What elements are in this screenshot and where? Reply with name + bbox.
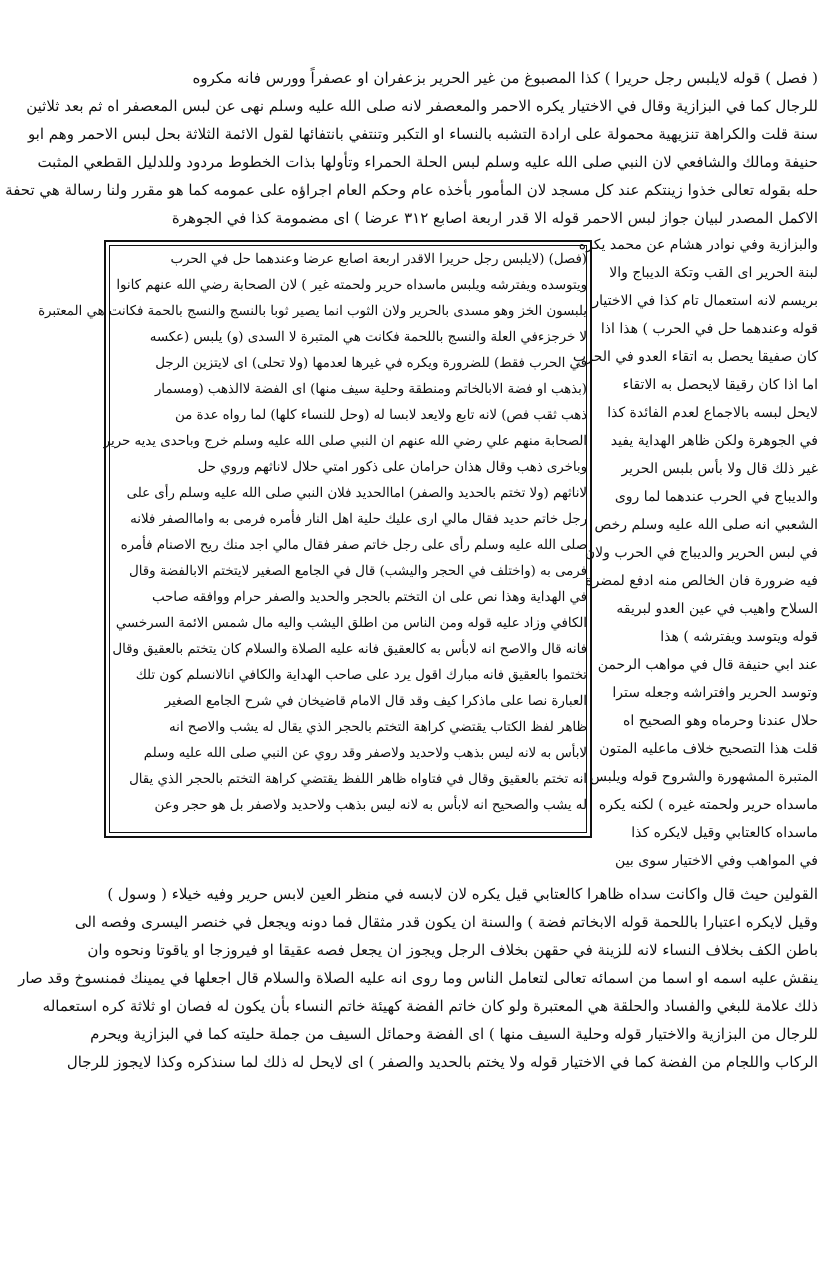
- side-line: وتوسد الحرير وافتراشه وجعله سترا: [612, 685, 818, 701]
- commentary-line: وقيل لايكره اعتبارا باللحمة قوله الابخاتم فضة ) والسنة ان يكون قدر مثقال فما دونه ويجعل في خنصر اليسرى وفصه الى: [74, 913, 818, 931]
- side-line: المتبرة المشهورة والشروح قوله ويلبس: [589, 769, 818, 785]
- main-text-line: ذهب ثقب فص) لانه تابع ولايعد لابسا له (وحل للنساء كلها) لما رواه عدة من: [175, 408, 587, 423]
- side-line: قوله وعندهما حل في الحرب ) هذا اذا: [600, 321, 818, 337]
- main-text-line: ظاهر لفظ الكتاب يقتضي كراهة التختم بالحجر الذي يقال له يشب والاصح انه: [168, 720, 587, 735]
- main-text-line: وباخرى ذهب وقال هذان حرامان على ذكور امتي حلال لاناثهم وروي حل: [197, 460, 587, 475]
- side-line: الشعبي انه صلى الله عليه وسلم رخص: [594, 517, 818, 533]
- main-text-line: انه تختم بالعقيق وقال في فتاواه ظاهر اللفظ يقتضي كراهة التختم بالحجر الذي يقال: [129, 772, 587, 787]
- side-line: عند ابي حنيفة قال في مواهب الرحمن: [597, 657, 818, 673]
- commentary-line: باطن الكف بخلاف النساء لانه للزينة في حقهن بخلاف الرجل ويجوز ان يجعل فصه عقيقا او فيروزجا او ياقوتا ونحوه وان: [87, 941, 818, 959]
- main-text-line: رجل خاتم حديد فقال مالي ارى عليك حلية اهل النار فأمره فرمى به واماالصفر فلانه: [130, 512, 587, 527]
- side-line: حلال عندنا وحرماه وهو الصحيح اه: [623, 713, 818, 729]
- commentary-line: ( فصل ) قوله لايلبس رجل حريرا ) كذا المصبوغ من غير الحرير بزعفران او عصفراً وورس فانه مكروه: [192, 69, 818, 87]
- side-line: فيه ضرورة فان الخالص منه ادفع لمضرة: [585, 573, 818, 589]
- side-line: في الجوهرة ولكن ظاهر الهداية يفيد: [610, 433, 818, 449]
- main-text-line: في الهداية وهذا نص على ان التختم بالحجر والحديد والصفر حرام ووافقه صاحب: [151, 590, 587, 605]
- commentary-line: سنة قلت والكراهة تنزيهية محمولة على ارادة التشبه بالنساء او التكبر وتنتفي بانتفائها لقول الائمة الثلاثة بحل لبس الاحمر وهم ابو: [27, 125, 818, 143]
- commentary-line: الركاب واللجام من الفضة كما في الاختيار قوله ولا يختم بالحديد والصفر ) اى لايحل له ذلك لما سنذكره وكذا لايجوز للرجال: [66, 1053, 818, 1071]
- side-line: السلاح واهيب في عين العدو لبريقه: [616, 601, 818, 617]
- commentary-line: حله بقوله تعالى خذوا زينتكم عند كل مسجد لان المأمور بأخذه عام وحكم العام اجراؤه على عمومه كما هو مقرر ولنا رسالة هي تحفة: [5, 181, 818, 199]
- main-text-line: صلى الله عليه وسلم رأى على رجل خاتم صفر فقال مالي اجد منك ريح الاصنام فأمره: [120, 538, 587, 553]
- side-line: ماسداه حرير ولحمته غيره ) لكنه يكره: [598, 797, 818, 813]
- commentary-line: ينقش عليه اسمه او اسما من اسمائه تعالى لتعامل الناس وما روى انه عليه الصلاة والسلام قال اجعلها في يمينك فمنسوخ وقد صار: [18, 969, 818, 987]
- side-line: ماسداه كالعتابي وقيل لايكره كذا: [631, 825, 818, 841]
- main-text-line: (فصل) (لايلبس رجل حريرا الاقدر اربعة اصابع عرضا وعندهما حل في الحرب: [170, 252, 587, 267]
- side-line: اما اذا كان رقيقا لايحصل به الاتقاء: [622, 377, 818, 393]
- commentary-line: القولين حيث قال واكانت سداه ظاهرا كالعتابي قيل يكره لان لابسه في منظر العين لابس حرير وفيه خيلاء ( وسول ): [107, 885, 818, 903]
- main-text-line: الصحابة منهم علي رضي الله عنهم ان النبي صلى الله عليه وسلم خرج وباحدى يديه حرير: [103, 434, 587, 449]
- commentary-line: حنيفة ومالك والشافعي لان النبي صلى الله عليه وسلم لبس الحلة الحمراء وتأولها بذات الخطوط مردود وللدليل القطعي المثبت: [37, 153, 818, 171]
- main-text-line: يلبسون الخز وهو مسدى بالحرير ولان الثوب انما يصير ثوبا بالنسج والنسج بالحمة فكانت هي المعتبرة: [38, 304, 587, 319]
- side-line: والبزازية وفي نوادر هشام عن محمد يكره: [578, 237, 818, 253]
- commentary-line: الاكمل المصدر لبيان جواز لبس الاحمر قوله الا قدر اربعة اصابع ٣١٢ عرضا ) اى مضمومة كذا في الجوهرة: [171, 209, 818, 227]
- main-text-line: تختموا بالعقيق فانه مبارك اقول يرد على صاحب الهداية والكافي انالانسلم كون تلك: [135, 668, 587, 683]
- side-line: كان صفيقا يحصل به اتقاء العدو في الحرب: [572, 349, 818, 365]
- main-text-line: لاناثهم (ولا تختم بالحديد والصفر) اماالحديد فلان النبي صلى الله عليه وسلم رأى على: [126, 486, 587, 501]
- side-line: غير ذلك قال ولا بأس بلبس الحرير: [621, 461, 818, 477]
- commentary-line: ذلك علامة للبغي والفساد والحلقة هي المعتبرة ولو كان خاتم الفضة كهيئة خاتم النساء بأن يكون له فصان او ثلاثة كره استعماله: [42, 997, 818, 1015]
- main-text-line: فرمى به (واختلف في الحجر واليشب) قال في الجامع الصغير لايتختم الابالفضة وقال: [129, 564, 587, 579]
- side-line: قوله ويتوسد ويفترشه ) هذا: [660, 629, 818, 645]
- side-line: بريسم لانه استعمال تام كذا في الاختيار: [592, 293, 818, 309]
- side-line: لبنة الحرير اى القب وتكة الديباج والا: [609, 265, 818, 281]
- main-text-line: (بذهب او فضة الابالخاتم ومنطقة وحلية سيف منها) اى الفضة لاالذهب (ومسمار: [154, 382, 587, 397]
- main-text-line: العبارة نصا على ماذكرا كيف وقد قال الامام قاضيخان في شرح الجامع الصغير: [164, 694, 587, 709]
- main-text-line: في الحرب فقط) للضرورة ويكره في غيرها لعدمها (ولا تحلى) اى لايتزين الرجل: [155, 356, 587, 371]
- commentary-line: للرجال من البزازية والاختيار قوله وحلية السيف منها ) اى الفضة وحمائل السيف من جملة حليته كما في البزازية ويحرم: [90, 1025, 818, 1043]
- main-text-line: الكافي وزاد عليه قوله ومن الناس من اطلق اليشب واليه مال شمس الائمة السرخسي: [115, 616, 587, 631]
- side-line: والديباج في الحرب عندهما لما روى: [614, 489, 818, 505]
- side-line: في لبس الحرير والديباج في الحرب ولان: [584, 545, 818, 561]
- main-text-line: ويتوسده ويفترشه ويلبس ماسداه حرير ولحمته غير ) لان الصحابة رضي الله عنهم كانوا: [116, 278, 587, 293]
- main-text-line: فانه قال والاصح انه لابأس به كالعقيق فانه عليه الصلاة والسلام كان يتختم بالعقيق وقال: [112, 642, 587, 657]
- main-text-line: له يشب والصحيح انه لابأس به لانه ليس بذهب ولاحديد ولاصفر بل هو حجر وعن: [154, 798, 587, 813]
- side-line: قلت هذا التصحيح خلاف ماعليه المتون: [599, 741, 818, 757]
- commentary-line: للرجال كما في البزازية وقال في الاختيار يكره الاحمر والمعصفر لانه صلى الله عليه وسلم نهى عن لبس المعصفر اه ثم بعد ثلاثين: [26, 97, 818, 115]
- main-text-line: لابأس به لانه ليس بذهب ولاحديد ولاصفر وقد روي عن النبي صلى الله عليه وسلم: [143, 746, 587, 761]
- side-line: في المواهب وفي الاختيار سوى بين: [615, 853, 818, 869]
- main-text-line: لا خرجزءفي العلة والنسج باللحمة فكانت هي المتبرة لا السدى (و) يلبس (عكسه: [149, 330, 587, 345]
- side-line: لايحل لبسه بالاجماع لعدم الفائدة كذا: [607, 405, 818, 421]
